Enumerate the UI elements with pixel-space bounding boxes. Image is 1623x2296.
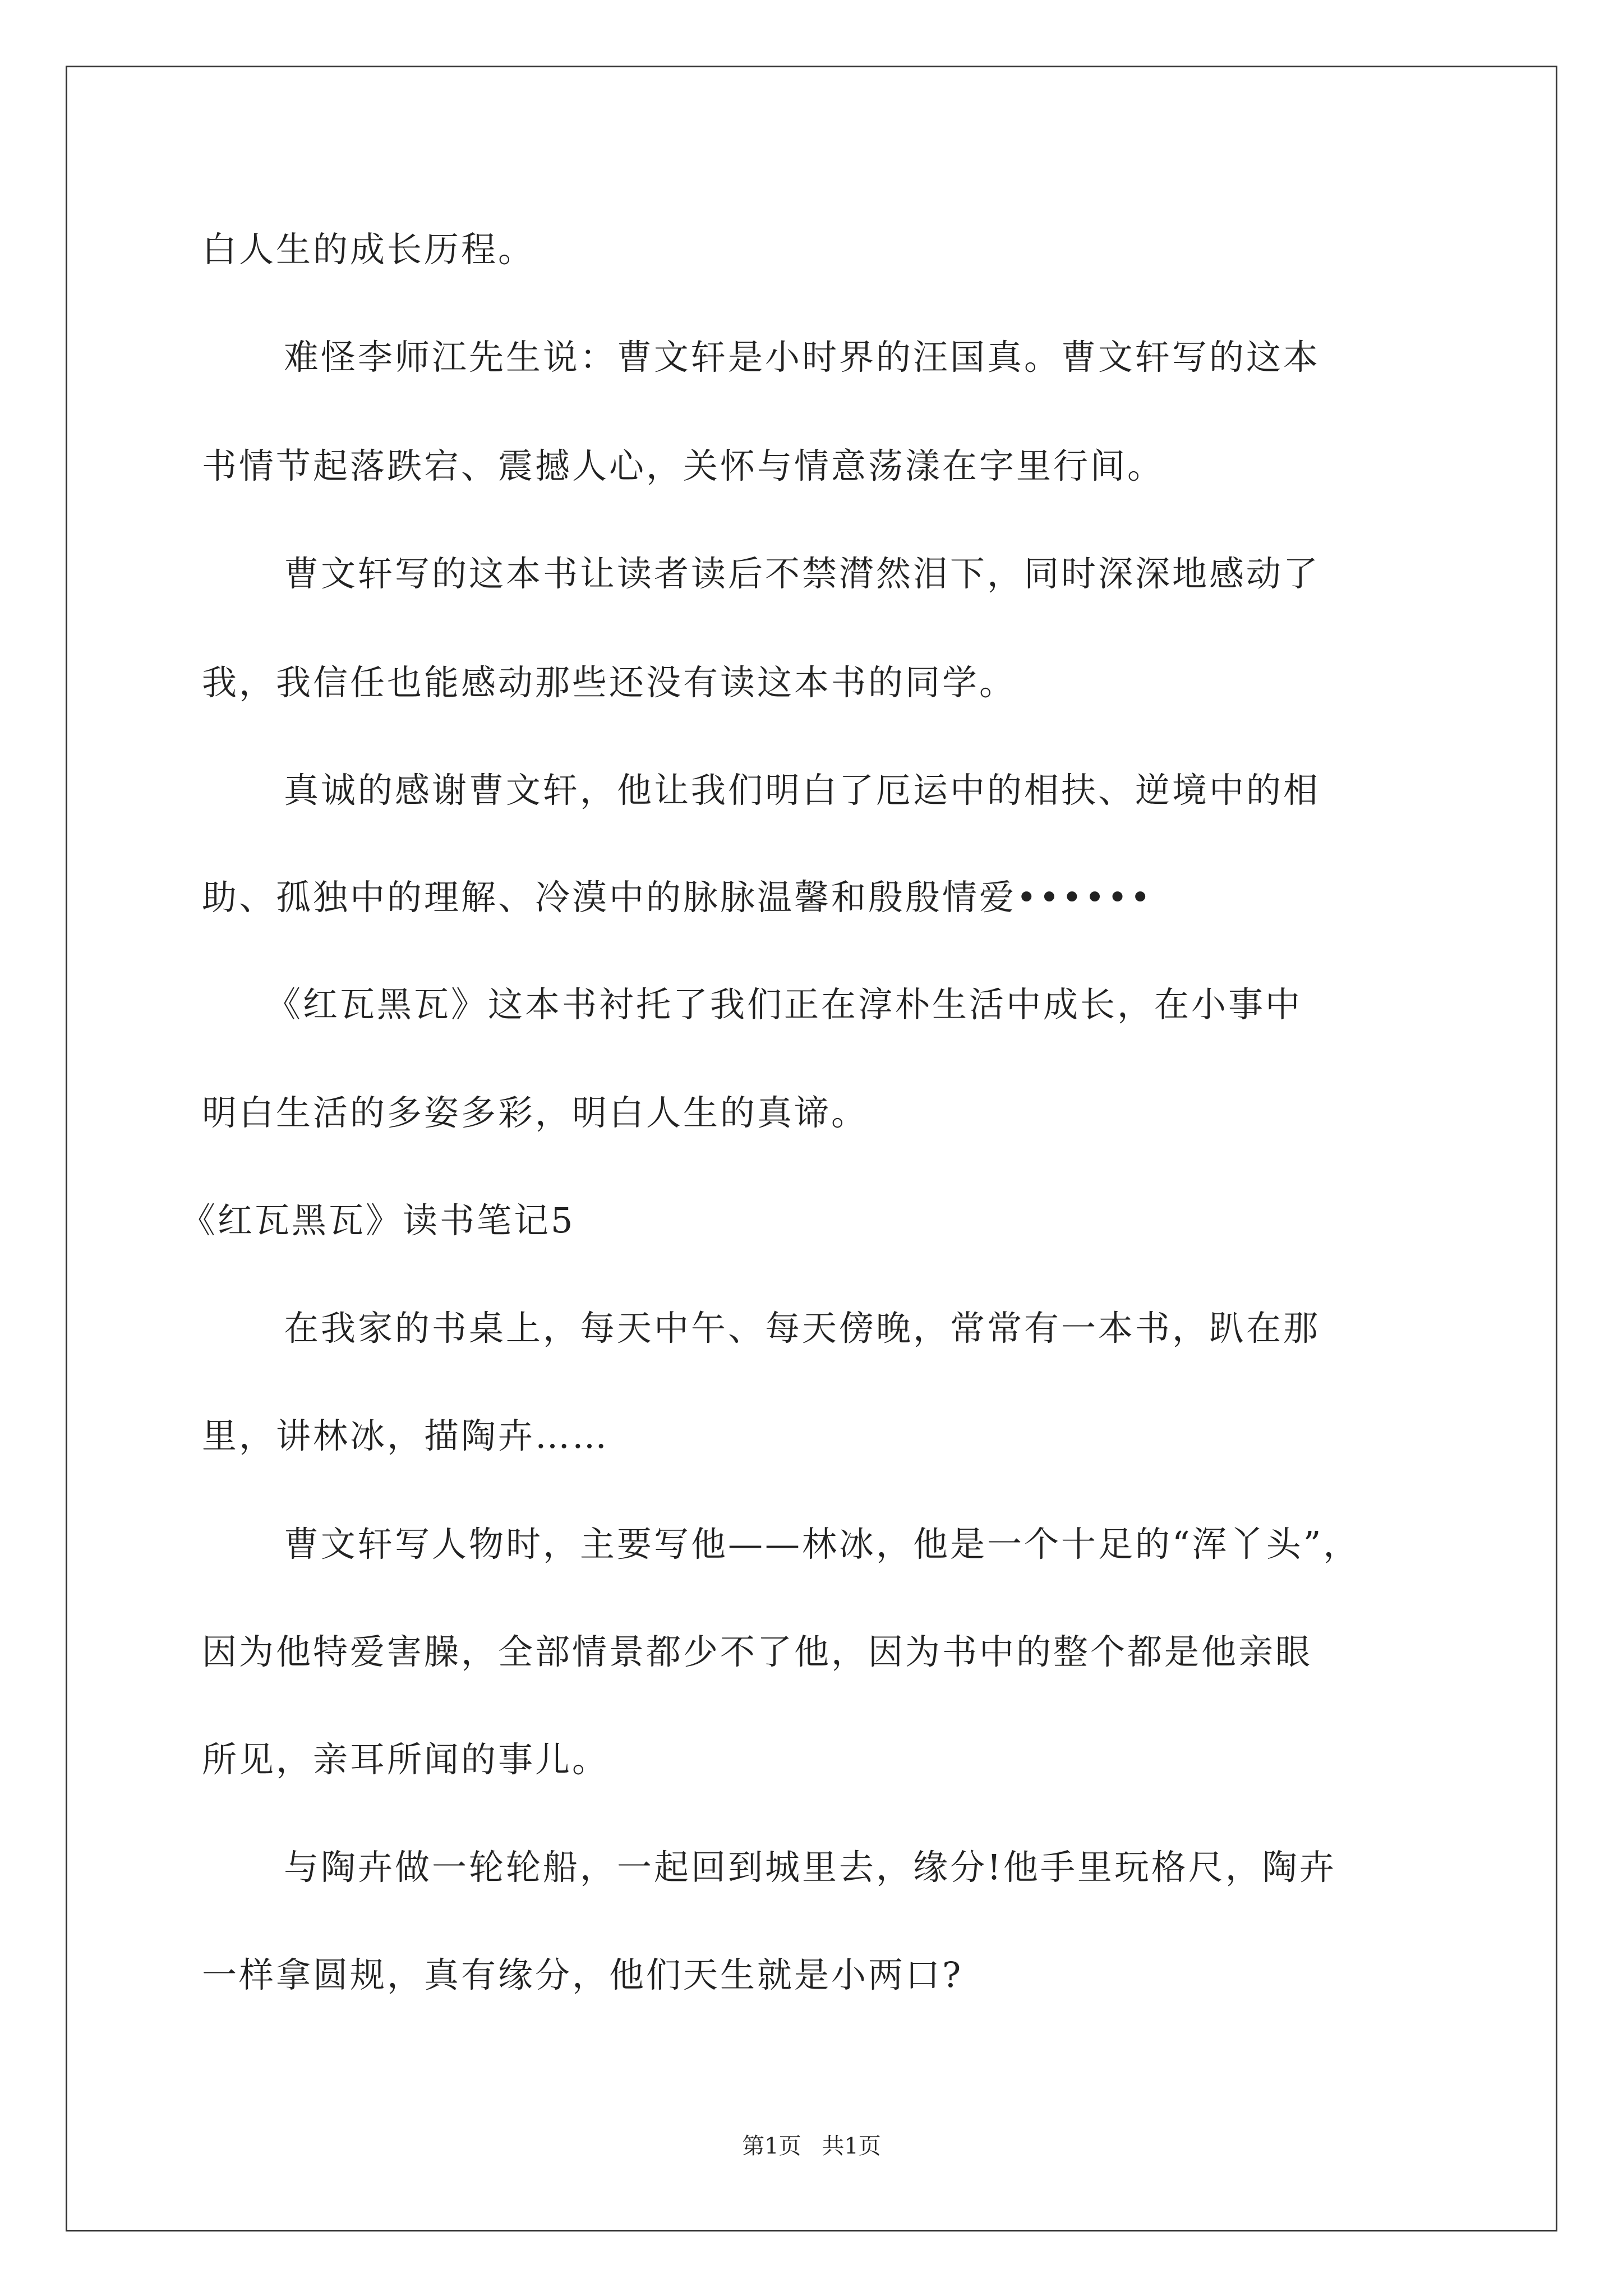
paragraph-line: 所见，亲耳所闻的事儿。 xyxy=(202,1739,610,1780)
paragraph-line: 里，讲林冰，描陶卉…… xyxy=(202,1415,610,1456)
page-number: 第1页 xyxy=(742,2133,801,2159)
paragraph-line: 在我家的书桌上，每天中午、每天傍晚，常常有一本书，趴在那 xyxy=(284,1308,1321,1349)
page-border xyxy=(66,66,1557,2231)
page-footer xyxy=(0,2132,1623,2160)
paragraph-line: 《红瓦黑瓦》这本书衬托了我们正在淳朴生活中成长，在小事中 xyxy=(266,984,1303,1025)
paragraph-line: 真诚的感谢曹文轩，他让我们明白了厄运中的相扶、逆境中的相 xyxy=(284,770,1321,811)
paragraph-line: 曹文轩写人物时，主要写他——林冰，他是一个十足的“浑丫头”， xyxy=(284,1524,1361,1565)
paragraph-line: 与陶卉做一轮轮船，一起回到城里去，缘分!他手里玩格尺，陶卉 xyxy=(284,1847,1336,1888)
paragraph-line: 曹文轩写的这本书让读者读后不禁潸然泪下，同时深深地感动了 xyxy=(284,553,1321,594)
page-total: 共1页 xyxy=(822,2133,881,2159)
paragraph-line: 助、孤独中的理解、冷漠中的脉脉温馨和殷殷情爱•••••• xyxy=(202,877,1153,918)
section-heading: 《红瓦黑瓦》读书笔记5 xyxy=(181,1200,575,1241)
paragraph-line: 因为他特爱害臊，全部情景都少不了他，因为书中的整个都是他亲眼 xyxy=(202,1631,1313,1672)
paragraph-line: 明白生活的多姿多彩，明白人生的真谛。 xyxy=(202,1092,869,1133)
paragraph-line: 书情节起落跌宕、震撼人心，关怀与情意荡漾在字里行间。 xyxy=(202,445,1165,486)
paragraph-line: 白人生的成长历程。 xyxy=(202,229,536,270)
paragraph-line: 我，我信任也能感动那些还没有读这本书的同学。 xyxy=(202,662,1017,703)
paragraph-line: 一样拿圆规，真有缘分，他们天生就是小两口? xyxy=(202,1954,963,1995)
paragraph-line: 难怪李师江先生说：曹文轩是小时界的汪国真。曹文轩写的这本 xyxy=(284,337,1321,378)
